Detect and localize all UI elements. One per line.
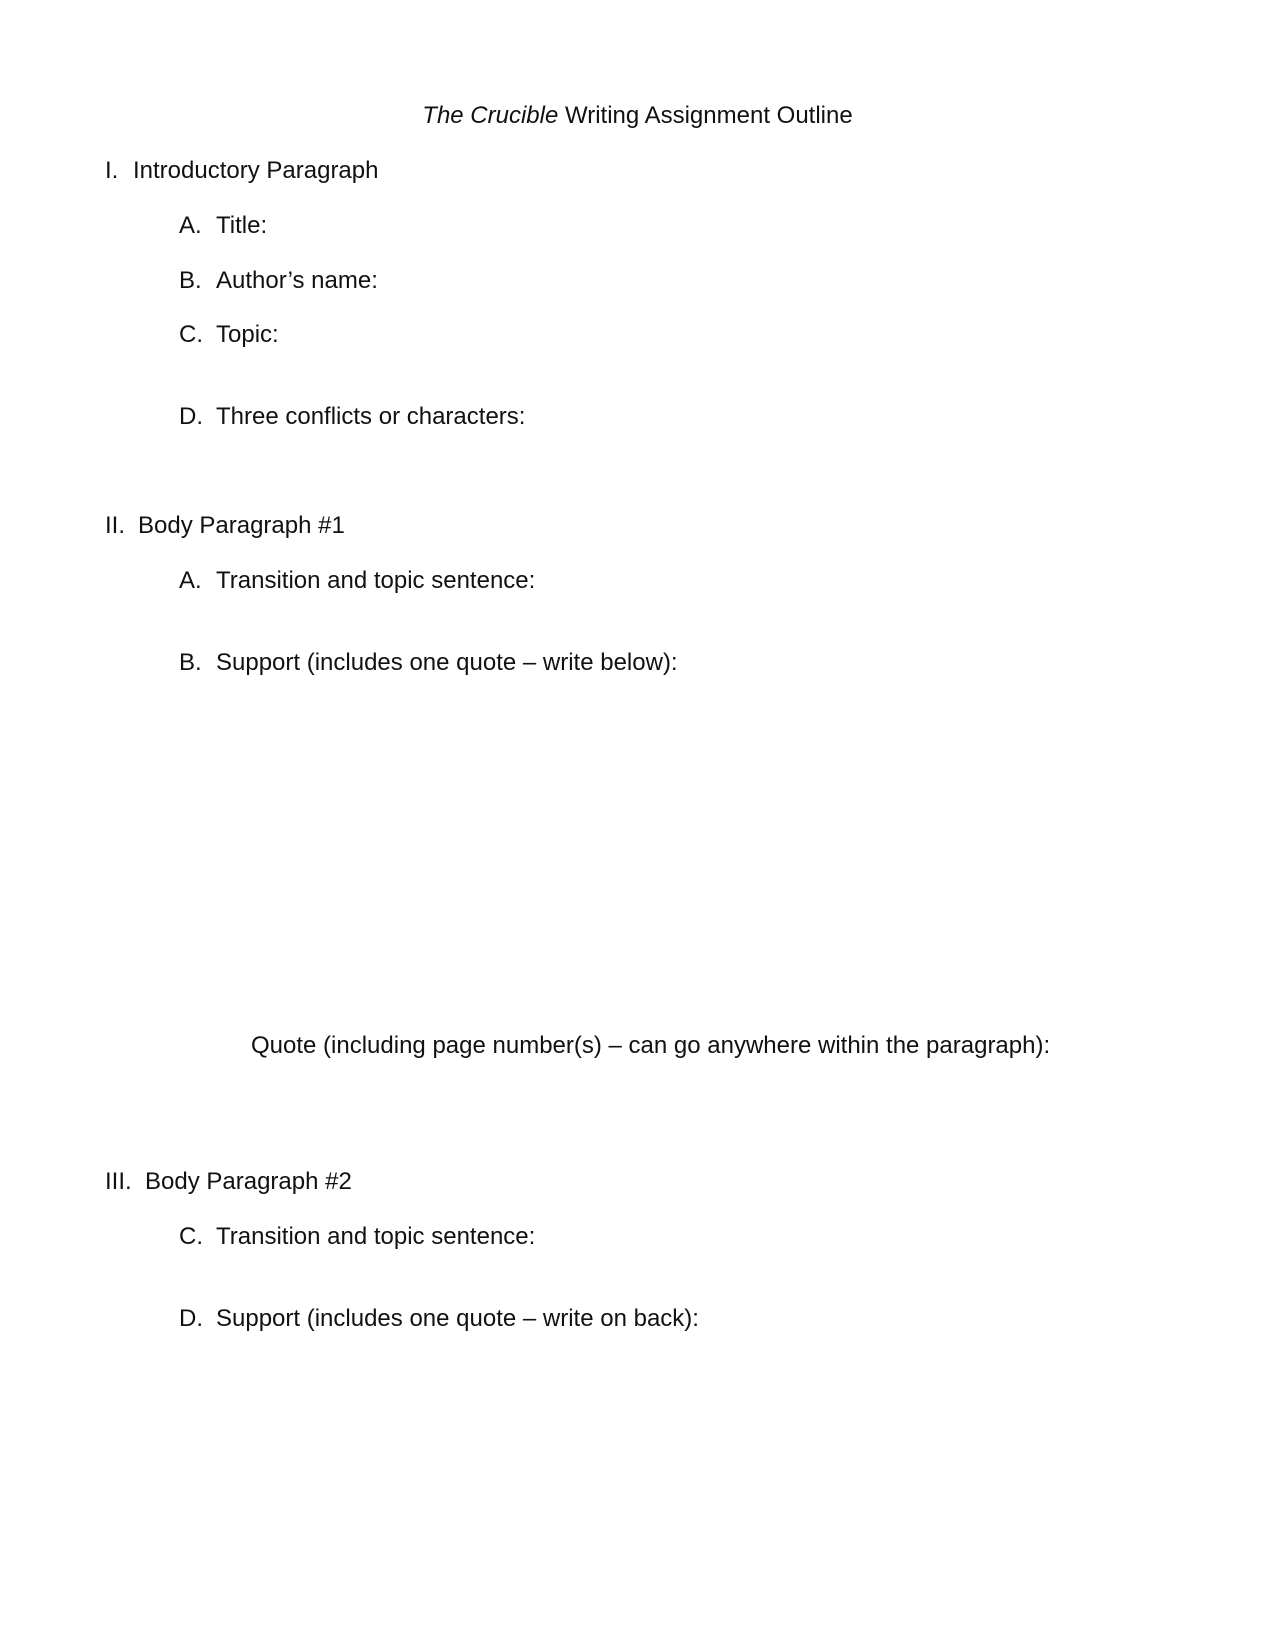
title-rest: Writing Assignment Outline bbox=[558, 102, 853, 129]
section-label: Introductory Paragraph bbox=[133, 157, 379, 184]
item-text: Topic: bbox=[216, 321, 279, 348]
item-marker: D. bbox=[179, 403, 203, 430]
outline-item-support bbox=[179, 651, 678, 675]
section-heading-introductory-paragraph bbox=[105, 159, 378, 183]
item-marker: A. bbox=[179, 567, 202, 594]
item-marker: C. bbox=[179, 1223, 203, 1250]
item-text: Support (includes one quote – write on back): bbox=[216, 1305, 699, 1332]
item-text: Support (includes one quote – write below): bbox=[216, 649, 678, 676]
outline-item-transition-topic-sentence bbox=[179, 1225, 535, 1249]
section-label: Body Paragraph #1 bbox=[138, 512, 345, 539]
outline-item-title bbox=[179, 214, 267, 238]
section-heading-body-paragraph-2 bbox=[105, 1170, 352, 1194]
item-text: Transition and topic sentence: bbox=[216, 1223, 536, 1250]
section-heading-body-paragraph-1 bbox=[105, 514, 345, 538]
item-text: Transition and topic sentence: bbox=[216, 567, 536, 594]
outline-item-author-name bbox=[179, 269, 378, 293]
item-text: Author’s name: bbox=[216, 267, 378, 294]
item-marker: D. bbox=[179, 1305, 203, 1332]
section-marker: II. bbox=[105, 512, 126, 539]
title-play-name: The Crucible bbox=[422, 102, 559, 129]
outline-item-three-conflicts bbox=[179, 405, 525, 429]
section-marker: III. bbox=[105, 1168, 132, 1195]
item-marker: A. bbox=[179, 212, 202, 239]
item-marker: B. bbox=[179, 649, 202, 676]
item-marker: C. bbox=[179, 321, 203, 348]
section-label: Body Paragraph #2 bbox=[145, 1168, 352, 1195]
item-marker: B. bbox=[179, 267, 202, 294]
document-title bbox=[0, 104, 1275, 128]
item-text: Title: bbox=[216, 212, 268, 239]
quote-prompt: Quote (including page number(s) – can go anywhere within the paragraph): bbox=[251, 1032, 1051, 1059]
outline-item-topic bbox=[179, 323, 279, 347]
section-marker: I. bbox=[105, 157, 119, 184]
outline-item-support bbox=[179, 1307, 699, 1331]
outline-item-transition-topic-sentence bbox=[179, 569, 535, 593]
item-text: Three conflicts or characters: bbox=[216, 403, 526, 430]
